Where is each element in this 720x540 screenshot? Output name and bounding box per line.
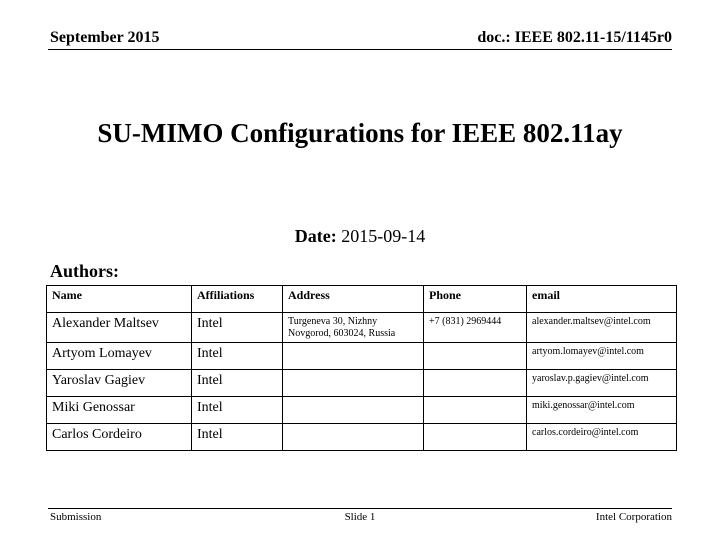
author-name: Miki Genossar (47, 397, 192, 424)
author-address (283, 397, 424, 424)
author-email: yaroslav.p.gagiev@intel.com (527, 370, 677, 397)
header-rule (48, 49, 672, 50)
author-phone (424, 397, 527, 424)
author-address: Turgeneva 30, Nizhny Novgorod, 603024, Russia (283, 313, 424, 343)
author-email: miki.genossar@intel.com (527, 397, 677, 424)
footer-rule (48, 508, 672, 509)
col-header-address: Address (283, 286, 424, 313)
header-date: September 2015 (50, 29, 160, 46)
header-doc-id: doc.: IEEE 802.11-15/1145r0 (477, 29, 672, 46)
author-phone (424, 370, 527, 397)
author-phone: +7 (831) 2969444 (424, 313, 527, 343)
author-address (283, 424, 424, 451)
author-email: alexander.maltsev@intel.com (527, 313, 677, 343)
col-header-affiliations: Affiliations (192, 286, 283, 313)
footer-submission: Submission (50, 511, 102, 523)
table-row (47, 424, 677, 451)
date-value: 2015-09-14 (341, 226, 426, 246)
author-name: Carlos Cordeiro (47, 424, 192, 451)
author-affiliation: Intel (192, 343, 283, 370)
table-row (47, 343, 677, 370)
author-affiliation: Intel (192, 370, 283, 397)
table-row (47, 370, 677, 397)
table-row (47, 397, 677, 424)
authors-heading: Authors: (50, 261, 120, 281)
col-header-name: Name (47, 286, 192, 313)
author-phone (424, 343, 527, 370)
author-email: artyom.lomayev@intel.com (527, 343, 677, 370)
date-line (0, 226, 720, 247)
author-address (283, 370, 424, 397)
col-header-email: email (527, 286, 677, 313)
author-address (283, 343, 424, 370)
author-phone (424, 424, 527, 451)
table-row (47, 313, 677, 343)
footer-slide-number: Slide 1 (344, 511, 376, 523)
slide-title: SU-MIMO Configurations for IEEE 802.11ay (97, 118, 623, 148)
col-header-phone: Phone (424, 286, 527, 313)
footer-organization: Intel Corporation (595, 511, 672, 523)
table-header-row (47, 286, 677, 313)
author-email: carlos.cordeiro@intel.com (527, 424, 677, 451)
author-name: Artyom Lomayev (47, 343, 192, 370)
date-label: Date: (294, 226, 337, 246)
author-name: Alexander Maltsev (47, 313, 192, 343)
author-affiliation: Intel (192, 313, 283, 343)
author-name: Yaroslav Gagiev (47, 370, 192, 397)
authors-table (46, 285, 677, 451)
author-affiliation: Intel (192, 397, 283, 424)
author-affiliation: Intel (192, 424, 283, 451)
